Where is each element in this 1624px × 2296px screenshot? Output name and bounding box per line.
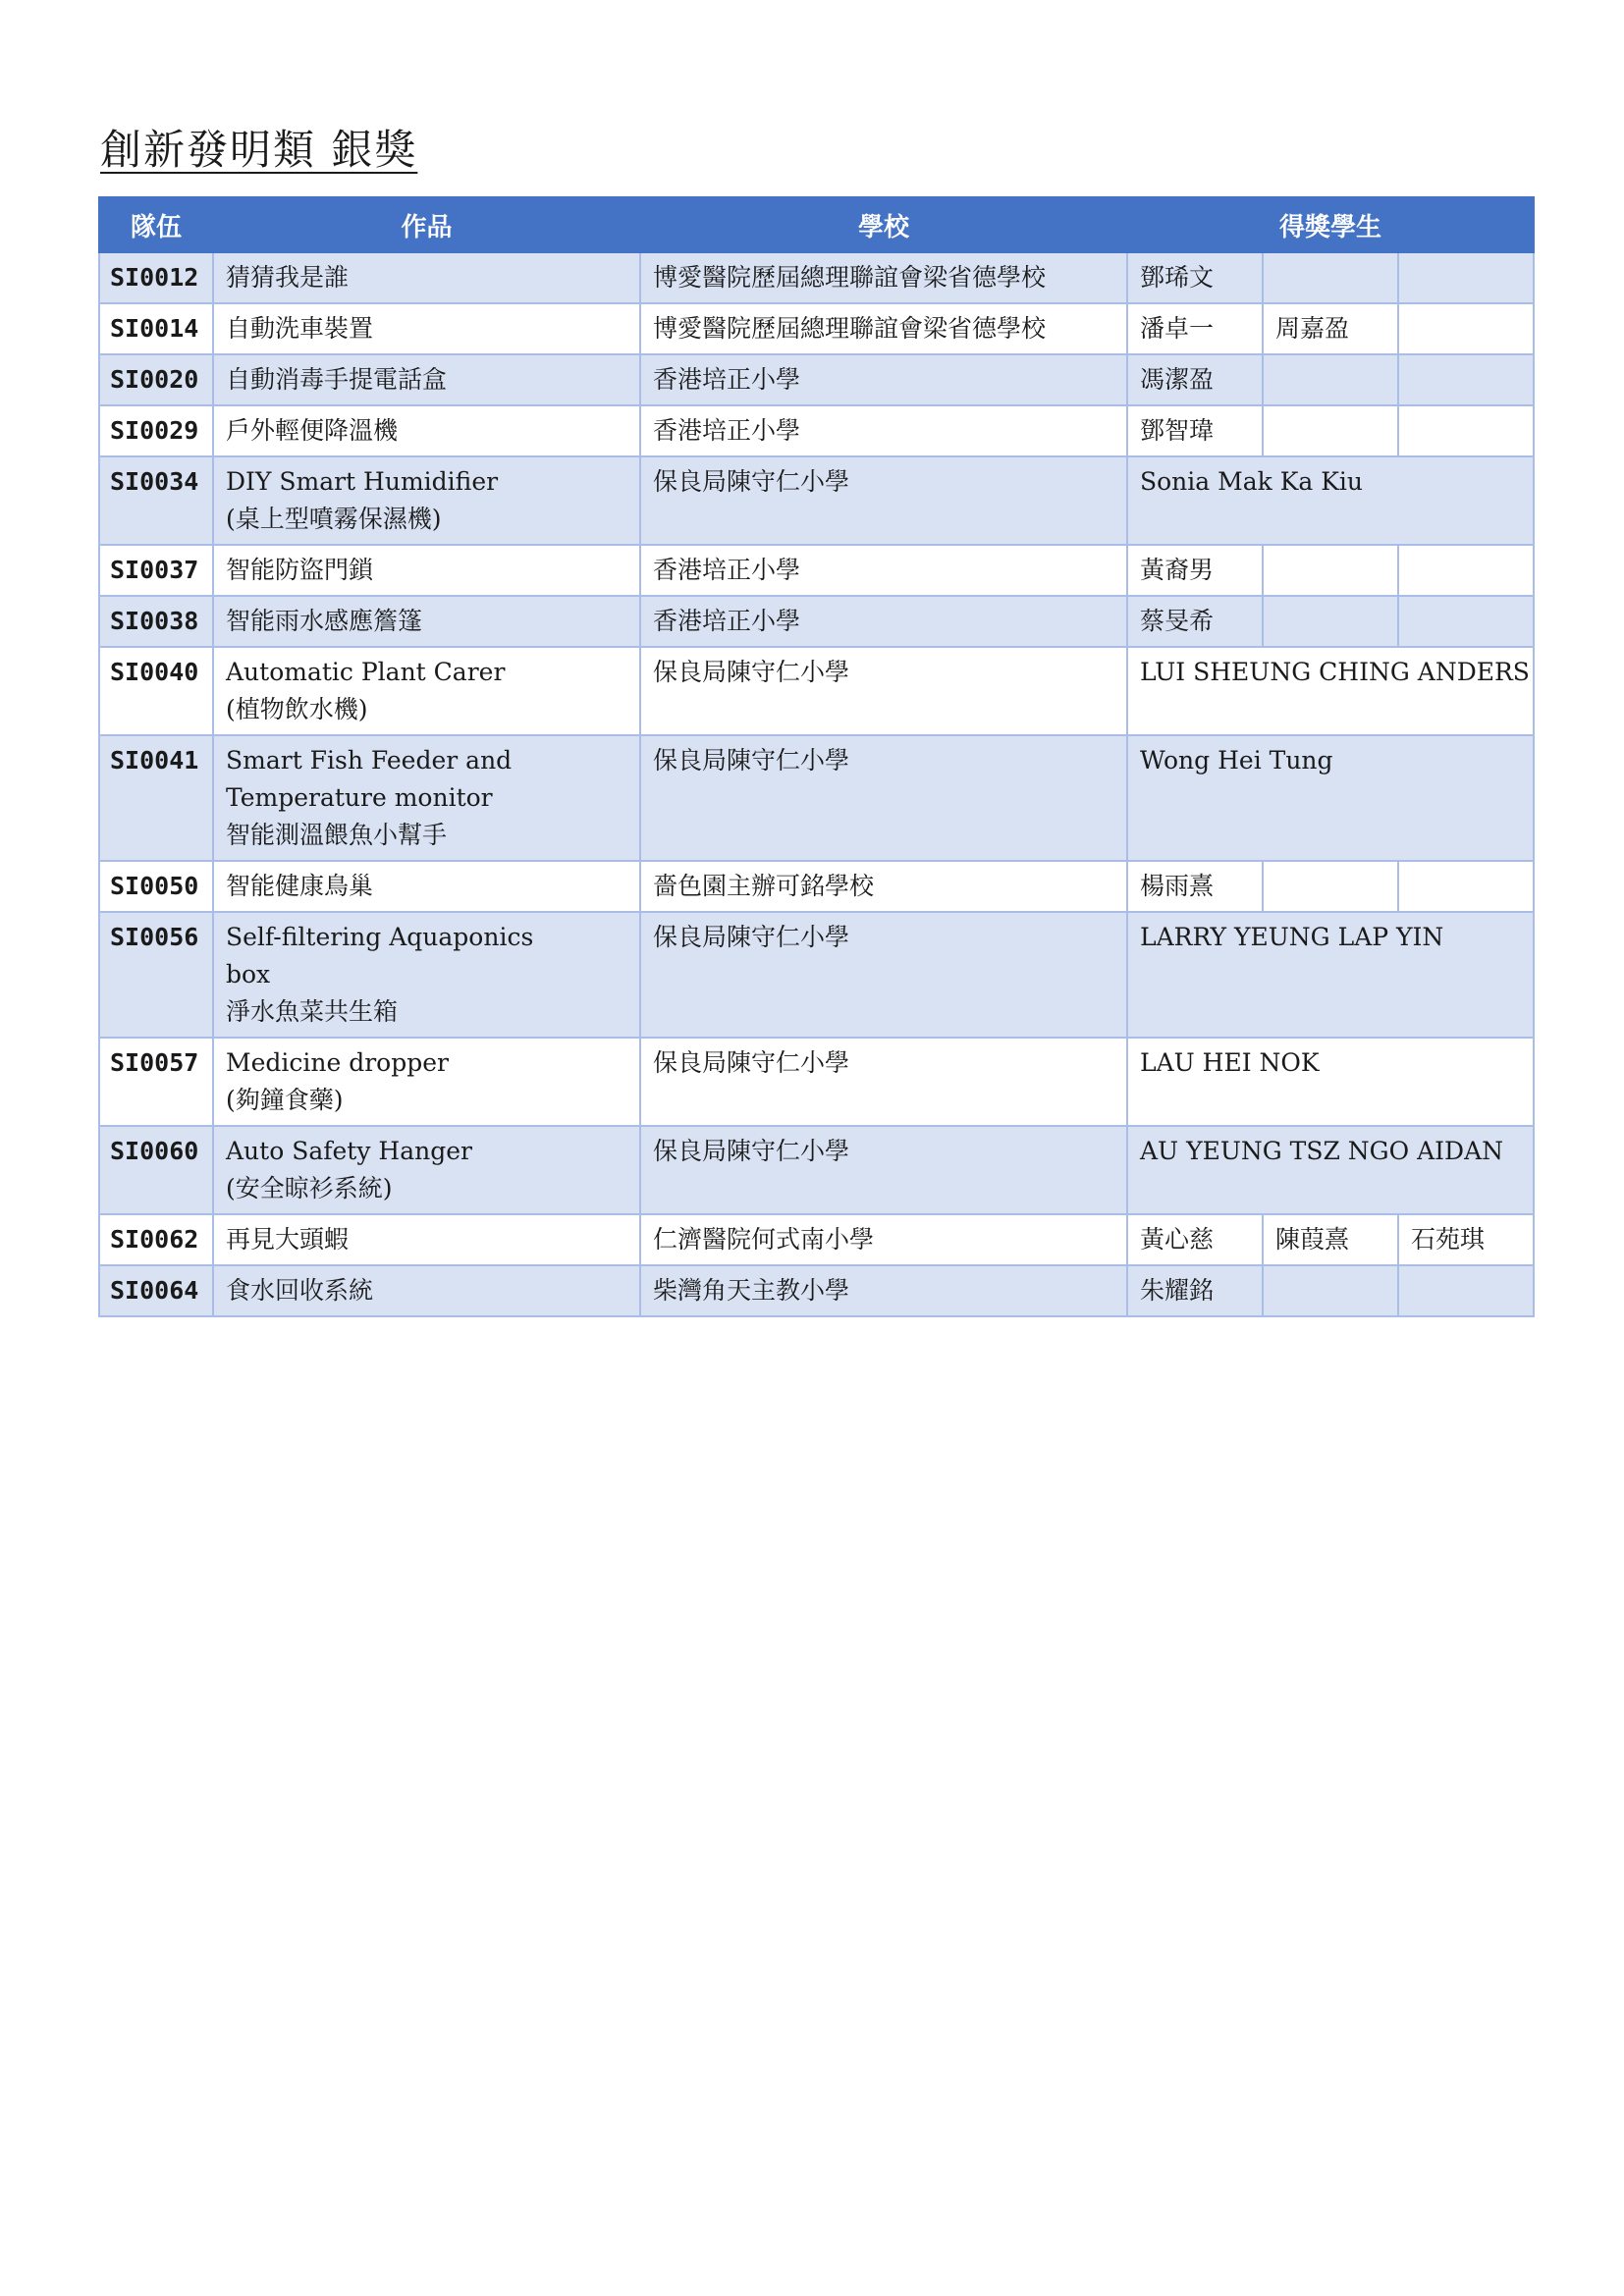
table-row <box>99 596 1534 647</box>
table-row <box>99 456 1534 545</box>
work-title-line: 智能雨水感應簷篷 <box>226 607 423 635</box>
student-name-cell: LAU HEI NOK <box>1127 1038 1534 1126</box>
table-body <box>99 252 1534 1316</box>
work-cell <box>213 1214 640 1265</box>
header-team: 隊伍 <box>99 197 213 252</box>
school-cell: 保良局陳守仁小學 <box>640 456 1127 545</box>
table-row <box>99 735 1534 861</box>
table-header-row <box>99 197 1534 252</box>
work-title-line: 猜猜我是誰 <box>226 263 350 292</box>
work-cell <box>213 354 640 405</box>
student-name-cell: 黃裔男 <box>1127 545 1263 596</box>
student-name-cell <box>1263 1265 1398 1316</box>
table-row <box>99 861 1534 912</box>
student-name-cell: 馮潔盈 <box>1127 354 1263 405</box>
team-id-cell: SI0060 <box>99 1126 213 1214</box>
student-name-cell: LARRY YEUNG LAP YIN <box>1127 912 1534 1038</box>
student-name-cell <box>1398 596 1534 647</box>
table-row <box>99 405 1534 456</box>
work-title-line: 自動消毒手提電話盒 <box>226 365 448 394</box>
work-title-line: Smart Fish Feeder and <box>226 746 513 774</box>
work-title-line: (安全晾衫系統) <box>226 1174 393 1202</box>
team-id-cell: SI0029 <box>99 405 213 456</box>
school-cell: 博愛醫院歷屆總理聯誼會梁省德學校 <box>640 252 1127 303</box>
table-row <box>99 1038 1534 1126</box>
student-name-cell: 黃心慈 <box>1127 1214 1263 1265</box>
student-name-cell <box>1263 405 1398 456</box>
team-id-cell: SI0014 <box>99 303 213 354</box>
student-name-cell <box>1398 252 1534 303</box>
team-id-cell: SI0041 <box>99 735 213 861</box>
student-name-cell <box>1263 252 1398 303</box>
team-id-cell: SI0040 <box>99 647 213 735</box>
student-name-cell: AU YEUNG TSZ NGO AIDAN <box>1127 1126 1534 1214</box>
work-cell <box>213 1265 640 1316</box>
table-row <box>99 252 1534 303</box>
student-name-cell: Sonia Mak Ka Kiu <box>1127 456 1534 545</box>
work-cell <box>213 647 640 735</box>
student-name-cell <box>1398 303 1534 354</box>
table-row <box>99 354 1534 405</box>
student-name-cell <box>1398 1265 1534 1316</box>
school-cell: 保良局陳守仁小學 <box>640 1126 1127 1214</box>
table-row <box>99 303 1534 354</box>
team-id-cell: SI0056 <box>99 912 213 1038</box>
school-cell: 保良局陳守仁小學 <box>640 912 1127 1038</box>
table-row <box>99 1214 1534 1265</box>
student-name-cell: 鄧智瑋 <box>1127 405 1263 456</box>
student-name-cell: 楊雨熹 <box>1127 861 1263 912</box>
student-name-cell: 潘卓一 <box>1127 303 1263 354</box>
work-cell <box>213 1126 640 1214</box>
header-students: 得獎學生 <box>1127 197 1534 252</box>
team-id-cell: SI0020 <box>99 354 213 405</box>
header-work: 作品 <box>213 197 640 252</box>
work-cell <box>213 303 640 354</box>
student-name-cell <box>1263 861 1398 912</box>
team-id-cell: SI0012 <box>99 252 213 303</box>
student-name-cell: 鄧琋文 <box>1127 252 1263 303</box>
team-id-cell: SI0062 <box>99 1214 213 1265</box>
work-title-line: 智能防盜門鎖 <box>226 556 374 584</box>
student-name-cell <box>1263 596 1398 647</box>
work-cell <box>213 912 640 1038</box>
team-id-cell: SI0038 <box>99 596 213 647</box>
work-title-line: (植物飲水機) <box>226 695 368 723</box>
work-title-line: Automatic Plant Carer <box>226 658 506 686</box>
school-cell: 保良局陳守仁小學 <box>640 735 1127 861</box>
student-name-cell: 蔡旻希 <box>1127 596 1263 647</box>
work-title-line: 食水回收系統 <box>226 1276 374 1305</box>
work-cell <box>213 405 640 456</box>
work-title-line: 再見大頭蝦 <box>226 1225 350 1254</box>
work-title-line: 戶外輕便降溫機 <box>226 416 399 445</box>
table-row <box>99 1265 1534 1316</box>
student-name-cell <box>1263 354 1398 405</box>
work-title-line: 淨水魚菜共生箱 <box>226 997 399 1026</box>
school-cell: 香港培正小學 <box>640 545 1127 596</box>
work-title-line: DIY Smart Humidifier <box>226 467 499 496</box>
student-name-cell <box>1263 545 1398 596</box>
work-title-line: 智能測溫餵魚小幫手 <box>226 821 448 849</box>
school-cell: 香港培正小學 <box>640 596 1127 647</box>
school-cell: 保良局陳守仁小學 <box>640 647 1127 735</box>
work-title-line: 智能健康鳥巢 <box>226 872 374 900</box>
work-title-line: 自動洗車裝置 <box>226 314 374 343</box>
page-title: 創新發明類 銀獎 <box>100 126 418 174</box>
table-row <box>99 545 1534 596</box>
school-cell: 柴灣角天主教小學 <box>640 1265 1127 1316</box>
school-cell: 博愛醫院歷屆總理聯誼會梁省德學校 <box>640 303 1127 354</box>
work-cell <box>213 456 640 545</box>
school-cell: 保良局陳守仁小學 <box>640 1038 1127 1126</box>
table-row <box>99 647 1534 735</box>
student-name-cell: 朱耀銘 <box>1127 1265 1263 1316</box>
work-title-line: Medicine dropper <box>226 1048 449 1077</box>
awards-table <box>98 196 1535 1317</box>
school-cell: 香港培正小學 <box>640 354 1127 405</box>
school-cell: 香港培正小學 <box>640 405 1127 456</box>
student-name-cell: 周嘉盈 <box>1263 303 1398 354</box>
team-id-cell: SI0050 <box>99 861 213 912</box>
work-cell <box>213 735 640 861</box>
student-name-cell <box>1398 545 1534 596</box>
header-school: 學校 <box>640 197 1127 252</box>
work-title-line: Auto Safety Hanger <box>226 1137 472 1165</box>
work-title-line: Temperature monitor <box>226 783 493 812</box>
team-id-cell: SI0037 <box>99 545 213 596</box>
work-cell <box>213 1038 640 1126</box>
student-name-cell <box>1398 405 1534 456</box>
work-title-line: (桌上型噴霧保濕機) <box>226 505 442 533</box>
student-name-cell: 石苑琪 <box>1398 1214 1534 1265</box>
student-name-cell <box>1398 861 1534 912</box>
work-cell <box>213 252 640 303</box>
work-cell <box>213 596 640 647</box>
work-title-line: box <box>226 960 271 988</box>
team-id-cell: SI0057 <box>99 1038 213 1126</box>
table-row <box>99 1126 1534 1214</box>
work-cell <box>213 861 640 912</box>
team-id-cell: SI0064 <box>99 1265 213 1316</box>
work-cell <box>213 545 640 596</box>
team-id-cell: SI0034 <box>99 456 213 545</box>
work-title-line: Self-filtering Aquaponics <box>226 923 534 951</box>
student-name-cell: LUI SHEUNG CHING ANDERS <box>1127 647 1534 735</box>
table-row <box>99 912 1534 1038</box>
school-cell: 嗇色園主辦可銘學校 <box>640 861 1127 912</box>
work-title-line: (夠鐘食藥) <box>226 1086 344 1114</box>
student-name-cell: 陳葭熹 <box>1263 1214 1398 1265</box>
student-name-cell <box>1398 354 1534 405</box>
student-name-cell: Wong Hei Tung <box>1127 735 1534 861</box>
school-cell: 仁濟醫院何式南小學 <box>640 1214 1127 1265</box>
